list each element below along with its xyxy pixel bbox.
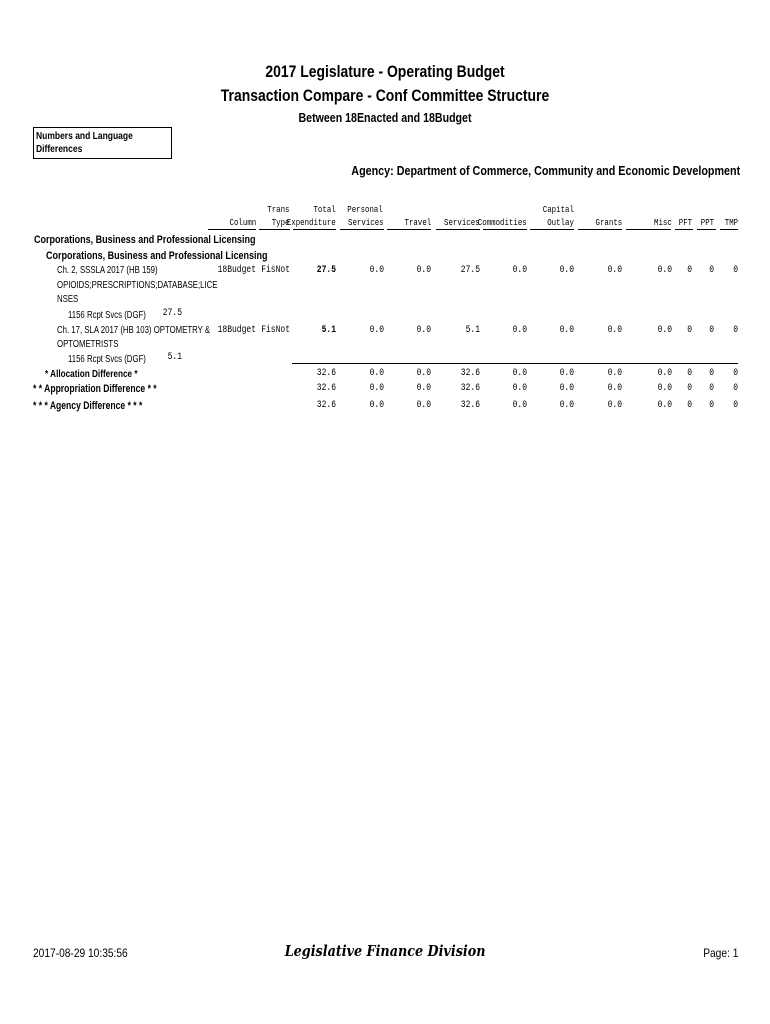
report-timestamp: 2017-08-29 10:35:56 <box>33 946 128 960</box>
cell-commodities: 0.0 <box>512 400 527 411</box>
cell-commodities: 0.0 <box>512 383 527 394</box>
fund-source: 1156 Rcpt Svcs (DGF) <box>68 310 146 321</box>
cell-tmp: 0 <box>733 368 738 379</box>
box-line-1: Numbers and Language <box>36 131 133 142</box>
cell-trans-type: FisNot <box>261 265 290 276</box>
report-title: 2017 Legislature - Operating Budget <box>265 62 505 81</box>
header-underline <box>626 229 671 230</box>
cell-personal: 0.0 <box>369 368 384 379</box>
cell-commodities: 0.0 <box>512 325 527 336</box>
cell-misc: 0.0 <box>657 325 672 336</box>
cell-total: 5.1 <box>321 325 336 336</box>
col-header-misc: Misc <box>654 217 672 228</box>
col-header-trans: Trans Type <box>267 204 290 228</box>
cell-capital: 0.0 <box>559 368 574 379</box>
fund-source: 1156 Rcpt Svcs (DGF) <box>68 354 146 365</box>
cell-travel: 0.0 <box>416 400 431 411</box>
cell-column: 18Budget <box>217 265 256 276</box>
comparison-range: Between 18Enacted and 18Budget <box>298 111 472 125</box>
col-header-column: Column <box>229 217 256 228</box>
allocation-heading: Corporations, Business and Professional Licensing <box>46 250 268 262</box>
fund-amount: 5.1 <box>167 352 182 363</box>
col-header-travel: Travel <box>404 217 431 228</box>
col-header-services: Services <box>444 217 480 228</box>
cell-tmp: 0 <box>733 383 738 394</box>
col-header-grants: Grants <box>595 217 622 228</box>
cell-total: 27.5 <box>316 265 336 276</box>
cell-tmp: 0 <box>733 325 738 336</box>
col-header-tmp: TMP <box>724 217 738 228</box>
row-description-cont: OPIOIDS;PRESCRIPTIONS;DATABASE;LICE <box>57 280 218 291</box>
cell-travel: 0.0 <box>416 325 431 336</box>
col-header-ppt: PPT <box>700 217 714 228</box>
cell-services: 5.1 <box>465 325 480 336</box>
header-underline <box>293 229 336 230</box>
division-logo-text: Legislative Finance Division <box>284 942 486 960</box>
row-description: Ch. 17, SLA 2017 (HB 103) OPTOMETRY & <box>57 325 211 336</box>
cell-total: 32.6 <box>316 400 336 411</box>
cell-services: 32.6 <box>460 383 480 394</box>
header-underline <box>259 229 290 230</box>
cell-personal: 0.0 <box>369 383 384 394</box>
cell-grants: 0.0 <box>607 400 622 411</box>
cell-total: 32.6 <box>316 383 336 394</box>
agency-label: Agency: Department of Commerce, Community and Economic Development <box>351 164 740 178</box>
cell-ppt: 0 <box>709 383 714 394</box>
header-underline <box>578 229 622 230</box>
report-subtitle: Transaction Compare - Conf Committee Structure <box>220 86 550 105</box>
cell-services: 27.5 <box>460 265 480 276</box>
cell-tmp: 0 <box>733 265 738 276</box>
cell-travel: 0.0 <box>416 383 431 394</box>
col-header-capital: Capital Outlay <box>542 204 574 228</box>
cell-grants: 0.0 <box>607 325 622 336</box>
page-number: Page: 1 <box>702 946 738 960</box>
cell-trans-type: FisNot <box>261 325 290 336</box>
cell-grants: 0.0 <box>607 368 622 379</box>
cell-misc: 0.0 <box>657 400 672 411</box>
col-header-pft: PFT <box>678 217 692 228</box>
header-underline <box>530 229 574 230</box>
header-underline <box>483 229 527 230</box>
cell-capital: 0.0 <box>559 325 574 336</box>
total-label: * * Appropriation Difference * * <box>33 383 157 395</box>
header-underline <box>340 229 384 230</box>
header-underline <box>387 229 431 230</box>
header-underline <box>720 229 738 230</box>
numbers-language-box <box>33 127 172 159</box>
col-header-total: Total Expenditure <box>287 204 336 228</box>
cell-pft: 0 <box>687 400 692 411</box>
cell-personal: 0.0 <box>369 400 384 411</box>
cell-services: 32.6 <box>460 400 480 411</box>
row-description-cont: OPTOMETRISTS <box>57 339 119 350</box>
row-description-cont: NSES <box>57 294 79 305</box>
cell-total: 32.6 <box>316 368 336 379</box>
cell-personal: 0.0 <box>369 325 384 336</box>
cell-capital: 0.0 <box>559 400 574 411</box>
fund-amount: 27.5 <box>162 308 182 319</box>
cell-misc: 0.0 <box>657 368 672 379</box>
col-header-commodities: Commodities <box>478 217 527 228</box>
cell-personal: 0.0 <box>369 265 384 276</box>
cell-ppt: 0 <box>709 368 714 379</box>
appropriation-heading: Corporations, Business and Professional Licensing <box>34 234 256 246</box>
cell-commodities: 0.0 <box>512 368 527 379</box>
subtotal-rule <box>292 363 738 364</box>
cell-grants: 0.0 <box>607 383 622 394</box>
header-underline <box>675 229 693 230</box>
cell-services: 32.6 <box>460 368 480 379</box>
cell-capital: 0.0 <box>559 265 574 276</box>
header-underline <box>436 229 480 230</box>
cell-ppt: 0 <box>709 325 714 336</box>
header-underline <box>697 229 716 230</box>
total-label: * * * Agency Difference * * * <box>33 400 143 412</box>
row-description: Ch. 2, SSSLA 2017 (HB 159) <box>57 265 158 276</box>
cell-capital: 0.0 <box>559 383 574 394</box>
cell-travel: 0.0 <box>416 368 431 379</box>
cell-tmp: 0 <box>733 400 738 411</box>
cell-grants: 0.0 <box>607 265 622 276</box>
cell-ppt: 0 <box>709 400 714 411</box>
col-header-personal: Personal Services <box>347 204 384 228</box>
cell-pft: 0 <box>687 265 692 276</box>
cell-ppt: 0 <box>709 265 714 276</box>
cell-misc: 0.0 <box>657 265 672 276</box>
cell-misc: 0.0 <box>657 383 672 394</box>
cell-commodities: 0.0 <box>512 265 527 276</box>
cell-pft: 0 <box>687 383 692 394</box>
box-line-2: Differences <box>36 144 83 155</box>
header-underline <box>208 229 256 230</box>
cell-pft: 0 <box>687 325 692 336</box>
cell-pft: 0 <box>687 368 692 379</box>
cell-travel: 0.0 <box>416 265 431 276</box>
total-label: * Allocation Difference * <box>45 368 138 380</box>
cell-column: 18Budget <box>217 325 256 336</box>
